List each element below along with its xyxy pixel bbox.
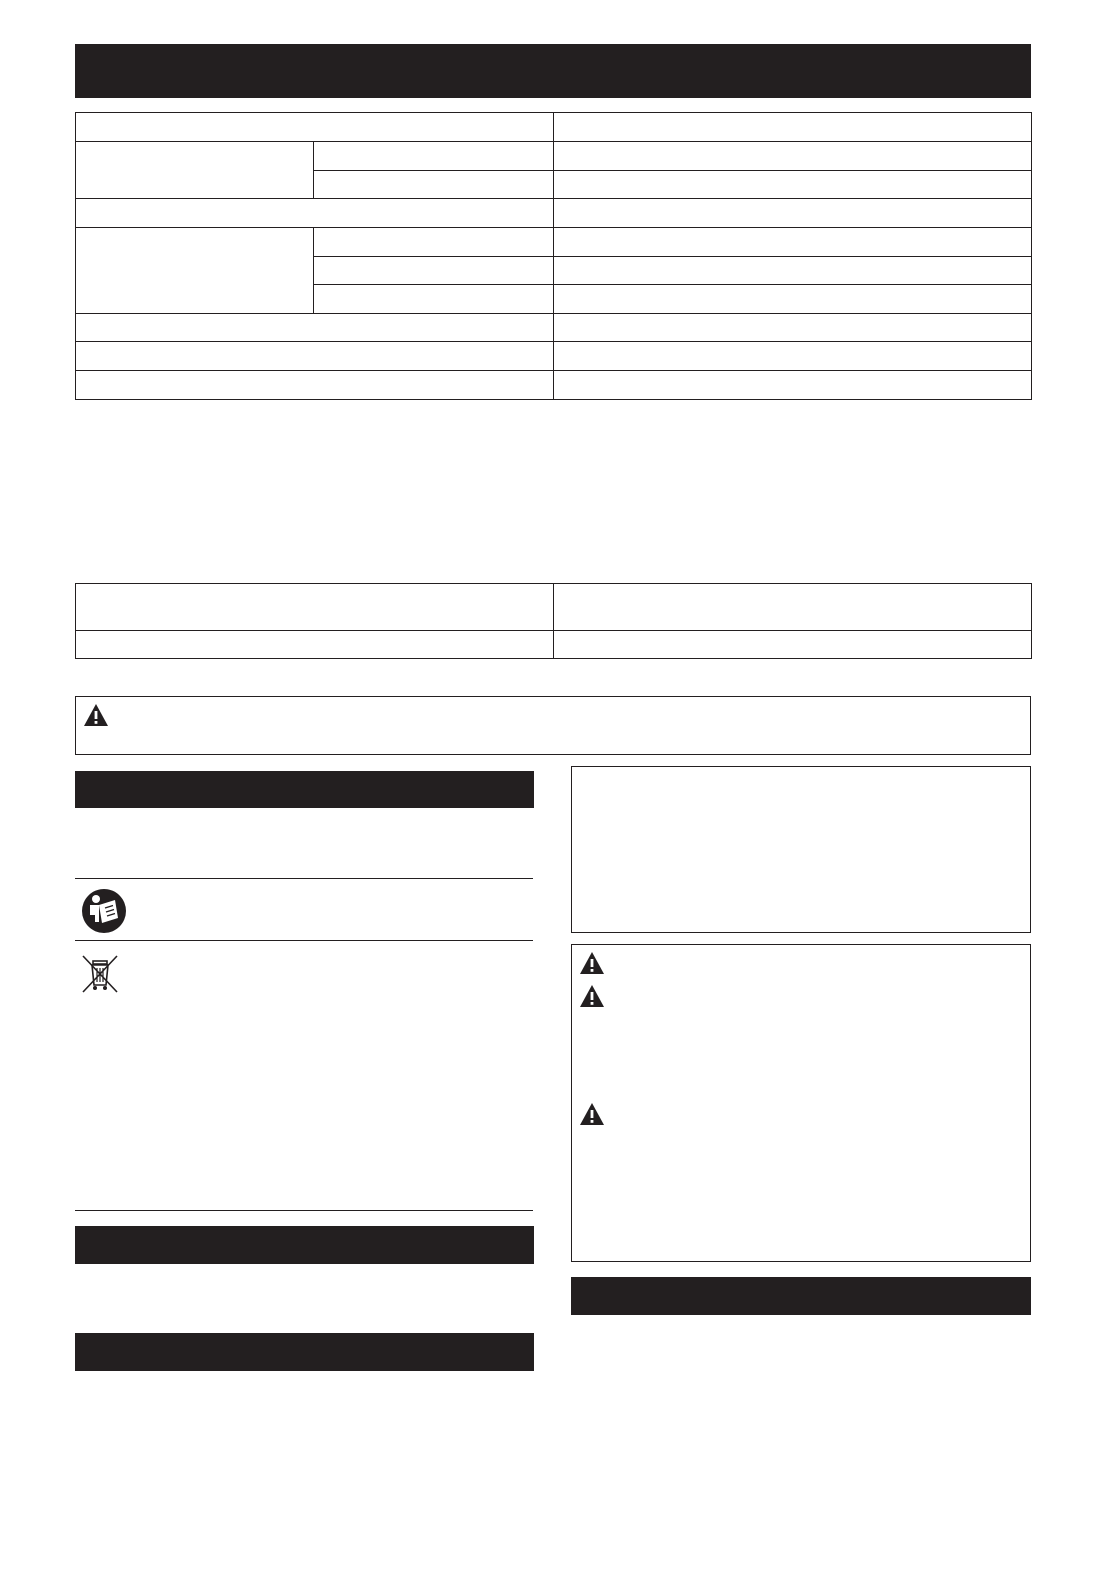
left-section-title-2 bbox=[75, 1226, 534, 1242]
warning-triangle-icon bbox=[83, 703, 109, 727]
left-section-header-3 bbox=[75, 1333, 534, 1371]
warning-triangle-icon bbox=[579, 1102, 605, 1126]
warning-triangle-icon bbox=[579, 951, 605, 975]
warning-triangle-icon bbox=[579, 984, 605, 1008]
warning-box bbox=[75, 696, 1031, 755]
symbol-divider-1 bbox=[75, 878, 533, 879]
top-header-title bbox=[75, 44, 1031, 60]
note-box bbox=[571, 766, 1031, 933]
symbol-divider-2 bbox=[75, 940, 533, 941]
left-section-title-1 bbox=[75, 771, 534, 787]
read-manual-icon bbox=[81, 888, 127, 934]
crossed-out-bin-icon bbox=[80, 953, 120, 995]
left-section-header-1 bbox=[75, 771, 534, 808]
top-header-bar bbox=[75, 44, 1031, 98]
left-section-title-3 bbox=[75, 1333, 534, 1349]
safety-warnings-box bbox=[571, 944, 1031, 1262]
symbol-divider-3 bbox=[75, 1210, 533, 1211]
right-section-title-1 bbox=[571, 1277, 1031, 1293]
right-section-header-1 bbox=[571, 1277, 1031, 1315]
left-section-header-2 bbox=[75, 1226, 534, 1264]
